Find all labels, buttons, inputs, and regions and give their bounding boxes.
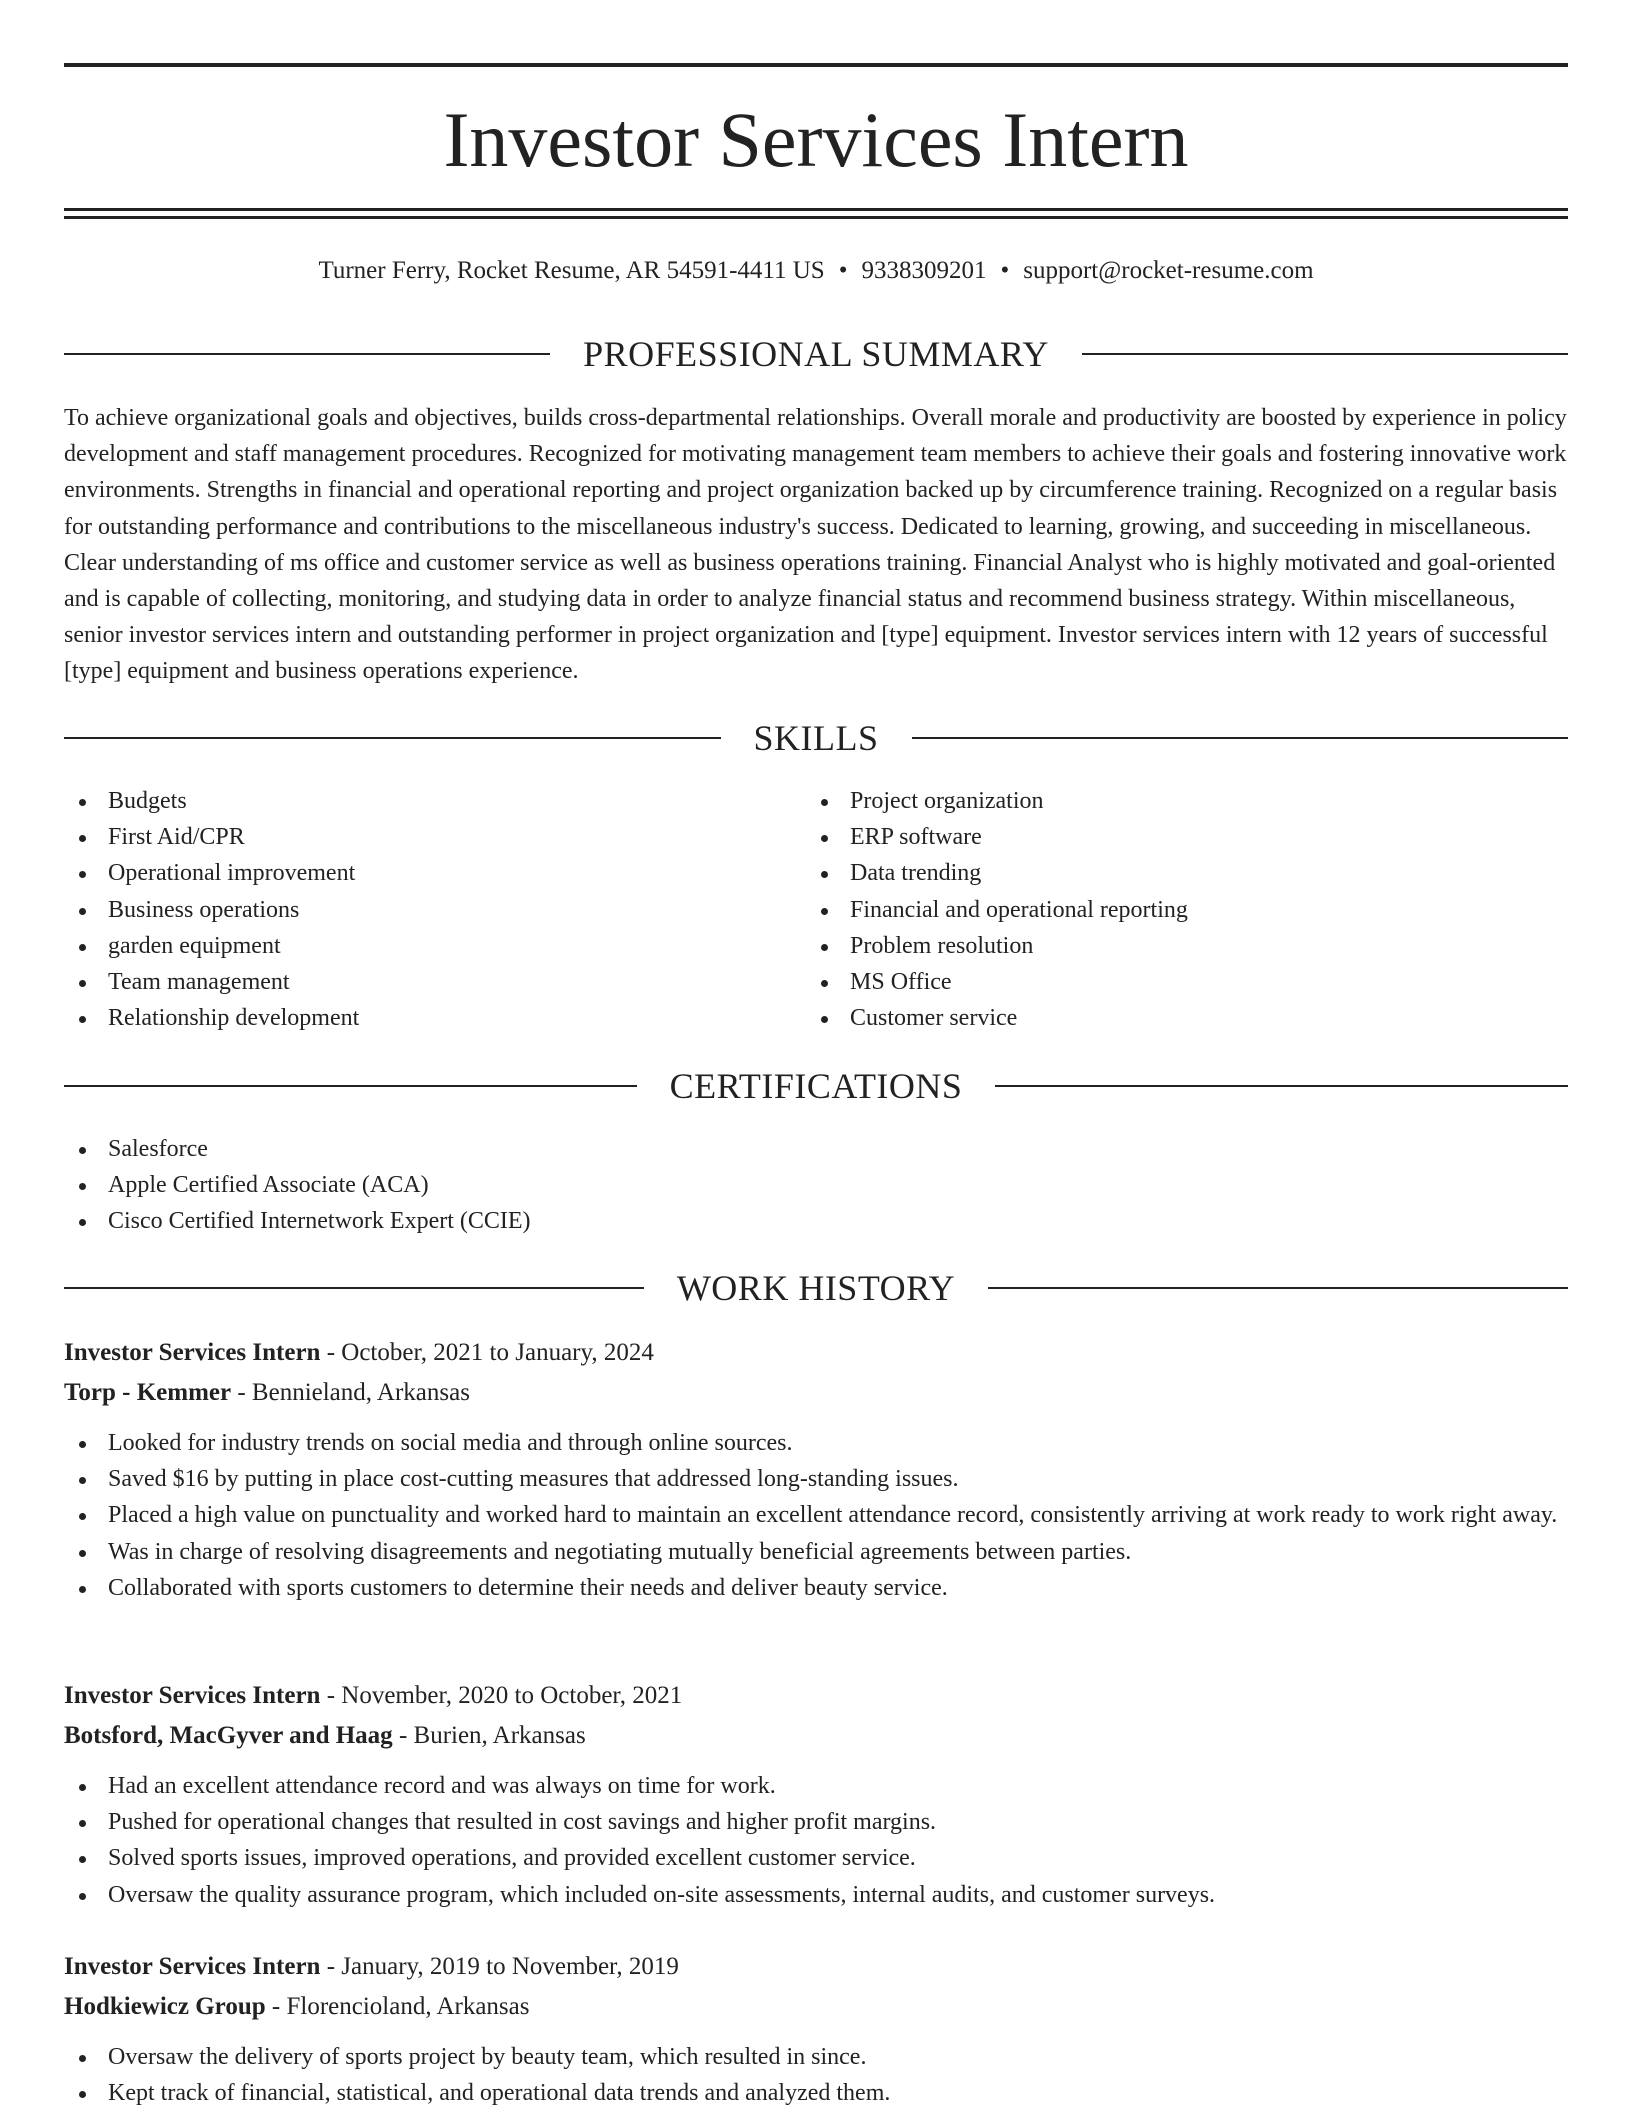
- section-header-summary: [64, 332, 1568, 376]
- skill-item: Data trending: [806, 855, 1506, 891]
- skill-item: Relationship development: [64, 1000, 764, 1036]
- skill-item: garden equipment: [64, 928, 764, 964]
- job-duties-list: [64, 2039, 1568, 2111]
- job-duty: Kept track of financial, statistical, and operational data trends and analyzed them.: [64, 2075, 1568, 2111]
- section-title-certifications: CERTIFICATIONS: [669, 1066, 963, 1106]
- certification-item: Cisco Certified Internetwork Expert (CCIE): [64, 1203, 1568, 1239]
- section-header-skills: [64, 716, 1568, 760]
- contact-address: Turner Ferry, Rocket Resume, AR 54591-4411 US: [318, 257, 825, 284]
- title-rule-upper: [64, 208, 1568, 211]
- title-rule-lower: [64, 216, 1568, 219]
- section-rule: [64, 737, 721, 739]
- skill-item: First Aid/CPR: [64, 819, 764, 855]
- skill-item: Financial and operational reporting: [806, 892, 1506, 928]
- section-rule: [64, 1287, 644, 1289]
- job-duty: Collaborated with sports customers to determine their needs and deliver beauty service.: [64, 1570, 1568, 1606]
- section-rule: [995, 1085, 1568, 1087]
- section-title-work-history: WORK HISTORY: [676, 1268, 956, 1308]
- certifications-block: [64, 1131, 1568, 1240]
- job-entry: [64, 1947, 1568, 2111]
- section-rule: [912, 737, 1569, 739]
- contact-phone: 9338309201: [861, 257, 987, 284]
- section-rule: [988, 1287, 1568, 1289]
- resume-title: Investor Services Intern: [443, 96, 1189, 183]
- skill-item: Problem resolution: [806, 928, 1506, 964]
- top-rule: [64, 63, 1568, 67]
- contact-separator: •: [1000, 257, 1010, 284]
- job-duty: Pushed for operational changes that resulted in cost savings and higher profit margins.: [64, 1804, 1568, 1840]
- job-title: Investor Services Intern: [64, 1682, 321, 1709]
- certification-item: Salesforce: [64, 1131, 1568, 1167]
- job-company: Botsford, MacGyver and Haag: [64, 1722, 393, 1749]
- job-company-line: [64, 1373, 1568, 1413]
- skill-item: Operational improvement: [64, 855, 764, 891]
- certification-item: Apple Certified Associate (ACA): [64, 1167, 1568, 1203]
- job-duty: Saved $16 by putting in place cost-cutting measures that addressed long-standing issues.: [64, 1461, 1568, 1497]
- job-duties-list: [64, 1425, 1568, 1606]
- job-entry: [64, 1333, 1568, 1606]
- skill-item: Customer service: [806, 1000, 1506, 1036]
- summary-paragraph: To achieve organizational goals and objectives, builds cross-departmental relationships. Overall morale and productivity are boosted by experience in policy development and staff management procedures. Recognized for motivating management team members to achieve their goals and fostering innovative work environments. Strengths in financial and operational reporting and project organization backed up by circumference training. Recognized on a regular basis for outstanding performance and contributions to the miscellaneous industry's success. Dedicated to learning, growing, and succeeding in miscellaneous. Clear understanding of ms office and customer service as well as business operations training. Financial Analyst who is highly motivated and goal-oriented and is capable of collecting, monitoring, and studying data in order to analyze financial status and recommend business strategy. Within miscellaneous, senior investor services intern and outstanding performer in project organization and [type] equipment. Investor services intern with 12 years of successful [type] equipment and business operations experience.: [64, 405, 1567, 685]
- contact-line: [64, 254, 1568, 288]
- job-duty: Solved sports issues, improved operations, and provided excellent customer service.: [64, 1840, 1568, 1876]
- job-company: Hodkiewicz Group: [64, 1993, 266, 2020]
- job-dates: - November, 2020 to October, 2021: [320, 1682, 683, 1709]
- skill-item: Budgets: [64, 783, 764, 819]
- job-title: Investor Services Intern: [64, 1339, 321, 1366]
- section-rule: [64, 353, 550, 355]
- job-duty: Oversaw the quality assurance program, which included on-site assessments, internal audits, and customer surveys.: [64, 1877, 1568, 1913]
- job-duties-list: [64, 1768, 1568, 1913]
- section-rule: [64, 1085, 637, 1087]
- skill-item: ERP software: [806, 819, 1506, 855]
- job-company: Torp - Kemmer: [64, 1379, 232, 1406]
- job-location: - Burien, Arkansas: [392, 1722, 586, 1749]
- job-duty: Placed a high value on punctuality and worked hard to maintain an excellent attendance record, consistently arriving at work ready to work right away.: [64, 1497, 1568, 1533]
- job-dates: - January, 2019 to November, 2019: [320, 1953, 679, 1980]
- job-title-line: [64, 1333, 1568, 1373]
- skill-item: Team management: [64, 964, 764, 1000]
- skills-column-left: [64, 783, 764, 1036]
- contact-email: support@rocket-resume.com: [1023, 257, 1314, 284]
- skills-column-right: [806, 783, 1506, 1036]
- job-duty: Was in charge of resolving disagreements and negotiating mutually beneficial agreements between parties.: [64, 1534, 1568, 1570]
- job-location: - Florencioland, Arkansas: [265, 1993, 530, 2020]
- job-title-line: [64, 1947, 1568, 1987]
- certifications-list: [64, 1131, 1568, 1240]
- section-header-certifications: [64, 1064, 1568, 1108]
- job-duty: Had an excellent attendance record and was always on time for work.: [64, 1768, 1568, 1804]
- job-location: - Bennieland, Arkansas: [231, 1379, 470, 1406]
- job-title-line: [64, 1676, 1568, 1716]
- section-header-work-history: [64, 1266, 1568, 1310]
- job-entry: [64, 1676, 1568, 1913]
- job-company-line: [64, 1716, 1568, 1756]
- job-title: Investor Services Intern: [64, 1953, 321, 1980]
- section-title-summary: PROFESSIONAL SUMMARY: [583, 334, 1049, 374]
- job-company-line: [64, 1987, 1568, 2027]
- job-dates: - October, 2021 to January, 2024: [320, 1339, 654, 1366]
- job-duty: Oversaw the delivery of sports project by beauty team, which resulted in since.: [64, 2039, 1568, 2075]
- skills-list-right: [806, 783, 1506, 1036]
- contact-separator: •: [838, 257, 848, 284]
- skill-item: Project organization: [806, 783, 1506, 819]
- section-rule: [1082, 353, 1568, 355]
- skill-item: MS Office: [806, 964, 1506, 1000]
- skill-item: Business operations: [64, 892, 764, 928]
- job-duty: Looked for industry trends on social media and through online sources.: [64, 1425, 1568, 1461]
- skills-list-left: [64, 783, 764, 1036]
- section-title-skills: SKILLS: [753, 718, 879, 758]
